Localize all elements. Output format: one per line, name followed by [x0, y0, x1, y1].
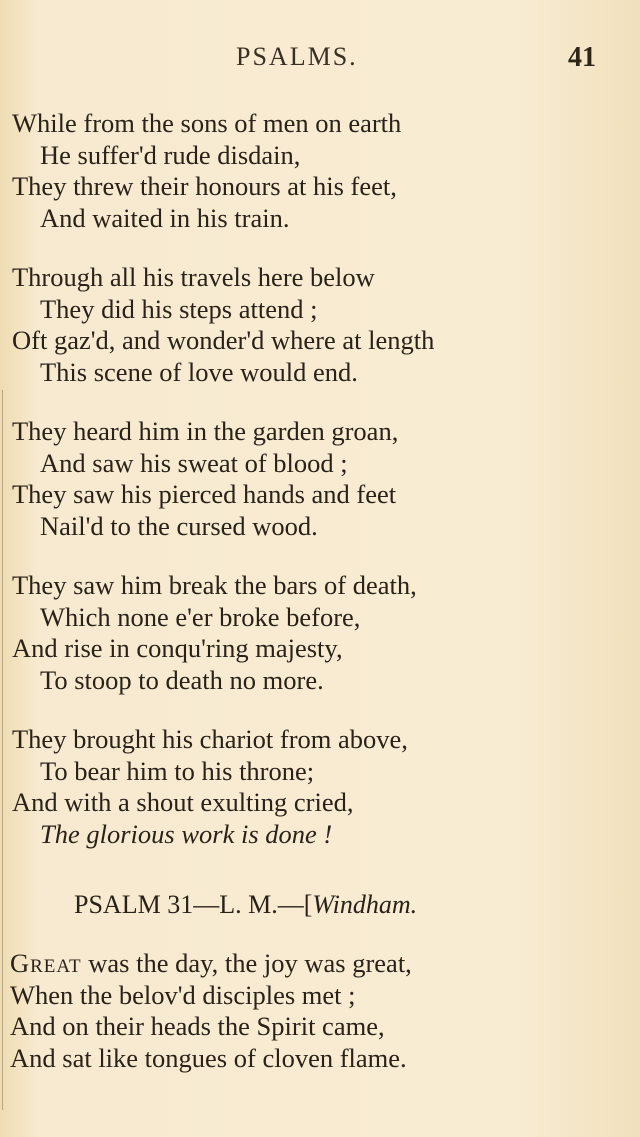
- stanza: [12, 262, 612, 388]
- verse-line: The glorious work is done !: [40, 818, 333, 849]
- verse-line: This scene of love would end.: [40, 356, 358, 387]
- verse-line: They threw their honours at his feet,: [12, 171, 397, 201]
- verse-line: Which none e'er broke before,: [40, 601, 361, 632]
- tune-name: Windham.: [312, 890, 418, 919]
- stanza: [12, 416, 612, 542]
- stanza: [12, 108, 612, 234]
- verse-line: Nail'd to the cursed wood.: [40, 510, 318, 541]
- verse-line: He suffer'd rude disdain,: [40, 139, 301, 170]
- psalm-31-verses: [10, 948, 620, 1074]
- tune-bracket: [: [303, 890, 313, 919]
- verse-line: And saw his sweat of blood ;: [40, 447, 348, 478]
- running-title: PSALMS.: [236, 42, 358, 71]
- verse-line: [10, 948, 620, 980]
- verse-line: Oft gaz'd, and wonder'd where at length: [12, 325, 435, 355]
- running-head: [0, 42, 640, 82]
- verse-line: They saw him break the bars of death,: [12, 570, 417, 600]
- verse-line: To stoop to death no more.: [40, 664, 324, 695]
- verse-line: To bear him to his throne;: [40, 755, 315, 786]
- stanza: [12, 570, 612, 696]
- verse-line: Through all his travels here below: [12, 262, 375, 292]
- verse-line: And on their heads the Spirit came,: [10, 1011, 385, 1041]
- verse-line: And sat like tongues of cloven flame.: [10, 1042, 407, 1073]
- verse-line: They did his steps attend ;: [40, 293, 318, 324]
- verse-line: When the belov'd disciples met ;: [10, 979, 356, 1010]
- verse-line: They heard him in the garden groan,: [12, 416, 399, 446]
- page-number: 41: [568, 42, 596, 73]
- verse-line: And rise in conqu'ring majesty,: [12, 633, 343, 663]
- verse-line: And waited in his train.: [40, 202, 290, 233]
- verse-line: And with a shout exulting cried,: [12, 787, 354, 817]
- verse-line-rest: was the day, the joy was great,: [81, 948, 412, 978]
- margin-rule: [2, 390, 3, 1110]
- verse-line: While from the sons of men on earth: [12, 108, 402, 138]
- psalm-30-verses: [12, 108, 612, 878]
- verse-line: They saw his pierced hands and feet: [12, 479, 397, 509]
- drop-word: Great: [10, 948, 82, 978]
- stanza: [12, 724, 612, 850]
- psalm-title: PSALM 31—L. M.—: [74, 890, 304, 919]
- psalm-heading: [74, 890, 417, 920]
- verse-line: They brought his chariot from above,: [12, 724, 408, 754]
